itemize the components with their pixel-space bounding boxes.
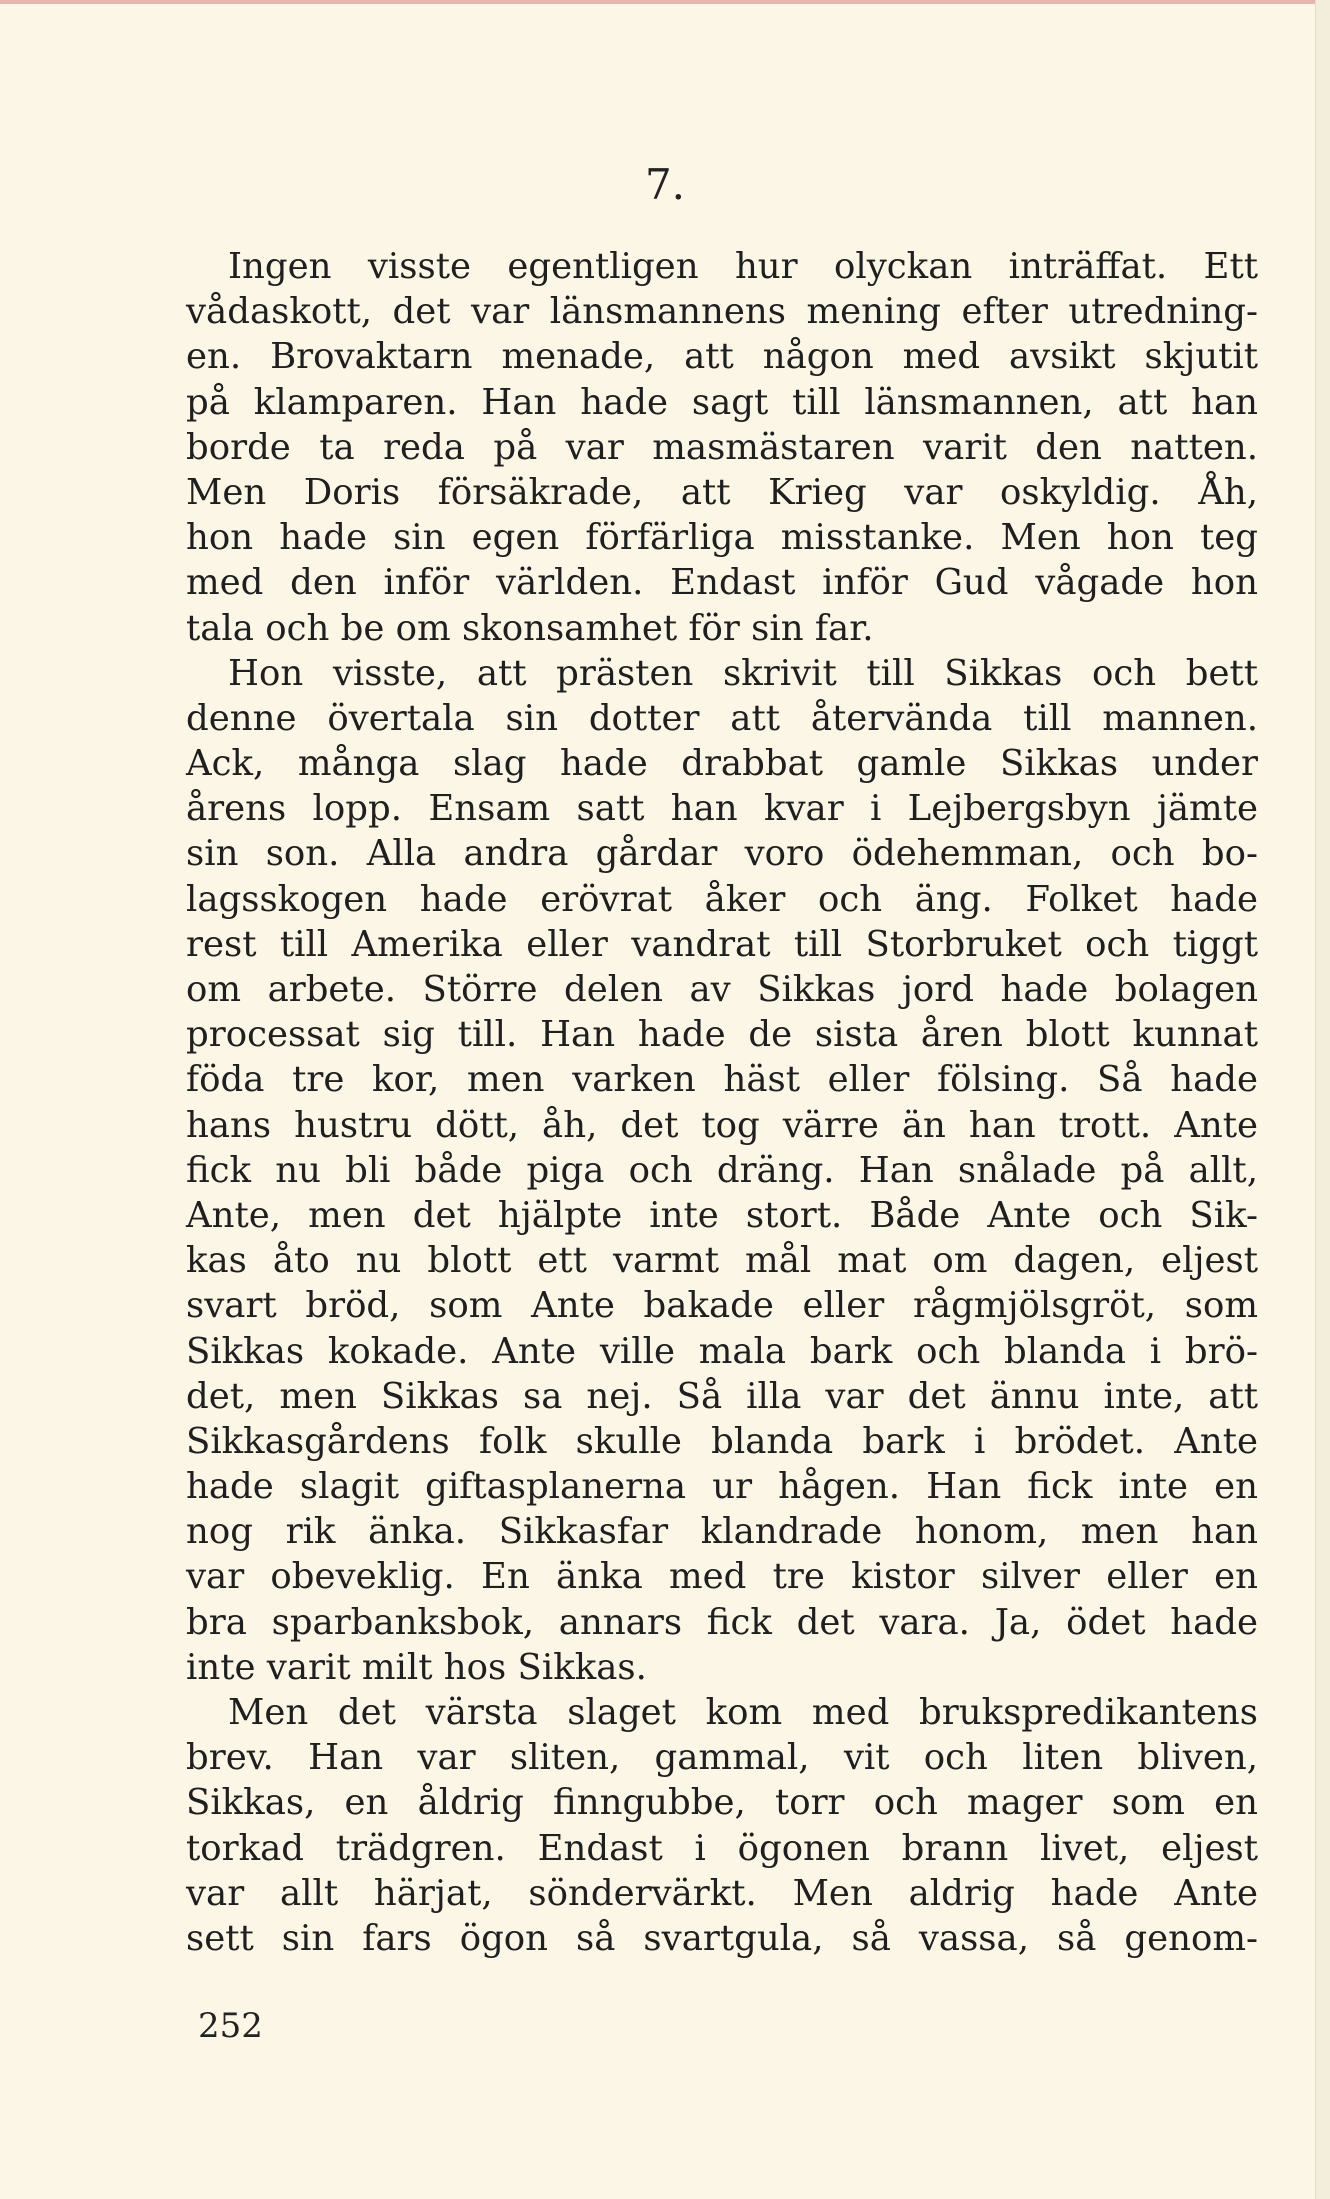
- text-line: Ante, men det hjälpte inte stort. Både Ante och Sik-: [186, 1194, 1258, 1236]
- text-line: om arbete. Större delen av Sikkas jord hade bolagen: [186, 969, 1258, 1010]
- text-line: lagsskogen hade erövrat åker och äng. Folket hade: [186, 878, 1258, 920]
- body-text: [186, 244, 1258, 1961]
- text-line: brev. Han var sliten, gammal, vit och liten bliven,: [186, 1737, 1258, 1779]
- text-line: var allt härjat, söndervärkt. Men aldrig hade Ante: [186, 1872, 1258, 1914]
- chapter-number: 7.: [644, 160, 686, 209]
- text-line: en. Brovaktarn menade, att någon med avsikt skjutit: [186, 336, 1258, 378]
- text-line: Hon visste, att prästen skrivit till Sikkas och bett: [228, 652, 1258, 694]
- text-line: svart bröd, som Ante bakade eller rågmjölsgröt, som: [186, 1285, 1258, 1327]
- text-line: torkad trädgren. Endast i ögonen brann livet, eljest: [186, 1827, 1258, 1869]
- text-line: tala och be om skonsamhet för sin far.: [186, 607, 874, 649]
- text-line: processat sig till. Han hade de sista åren blott kunnat: [186, 1014, 1258, 1056]
- page-number: 252: [198, 2006, 263, 2046]
- text-line: denne övertala sin dotter att återvända till mannen.: [186, 697, 1258, 739]
- text-line: inte varit milt hos Sikkas.: [186, 1646, 647, 1688]
- page-right-edge: [1315, 0, 1330, 2199]
- text-line: kas åto nu blott ett varmt mål mat om dagen, eljest: [186, 1240, 1258, 1282]
- text-line: föda tre kor, men varken häst eller fölsing. Så hade: [186, 1059, 1258, 1101]
- text-line: borde ta reda på var masmästaren varit den natten.: [186, 426, 1258, 468]
- text-line: vådaskott, det var länsmannens mening efter utredning-: [186, 291, 1258, 333]
- text-line: sett sin fars ögon så svartgula, så vassa, så genom-: [186, 1917, 1258, 1959]
- text-line: hon hade sin egen förfärliga misstanke. Men hon teg: [186, 517, 1258, 559]
- text-line: Men Doris försäkrade, att Krieg var oskyldig. Åh,: [186, 471, 1258, 513]
- text-line: hade slagit giftasplanerna ur hågen. Han fick inte en: [186, 1466, 1258, 1508]
- text-line: rest till Amerika eller vandrat till Storbruket och tiggt: [186, 923, 1258, 965]
- text-line: Sikkas, en åldrig finngubbe, torr och mager som en: [186, 1782, 1258, 1824]
- text-line: Sikkas kokade. Ante ville mala bark och blanda i brö-: [186, 1330, 1258, 1372]
- text-line: bra sparbanksbok, annars fick det vara. Ja, ödet hade: [186, 1601, 1258, 1643]
- text-line: Ingen visste egentligen hur olyckan inträffat. Ett: [228, 246, 1258, 287]
- page-top-edge: [0, 0, 1330, 4]
- text-line: sin son. Alla andra gårdar voro ödehemman, och bo-: [186, 833, 1258, 875]
- text-line: Ack, många slag hade drabbat gamle Sikkas under: [186, 743, 1258, 785]
- text-line: på klamparen. Han hade sagt till länsmannen, att han: [186, 381, 1258, 423]
- text-line: Sikkasgårdens folk skulle blanda bark i brödet. Ante: [186, 1420, 1258, 1462]
- text-line: med den inför världen. Endast inför Gud vågade hon: [186, 562, 1258, 604]
- text-line: det, men Sikkas sa nej. Så illa var det ännu inte, att: [186, 1375, 1258, 1417]
- text-line: hans hustru dött, åh, det tog värre än han trott. Ante: [186, 1104, 1258, 1146]
- text-line: nog rik änka. Sikkasfar klandrade honom, men han: [186, 1511, 1258, 1553]
- text-line: var obeveklig. En änka med tre kistor silver eller en: [186, 1556, 1258, 1598]
- text-line: fick nu bli både piga och dräng. Han snålade på allt,: [186, 1149, 1258, 1191]
- text-line: årens lopp. Ensam satt han kvar i Lejbergsbyn jämte: [186, 788, 1258, 830]
- text-line: Men det värsta slaget kom med brukspredikantens: [228, 1692, 1258, 1733]
